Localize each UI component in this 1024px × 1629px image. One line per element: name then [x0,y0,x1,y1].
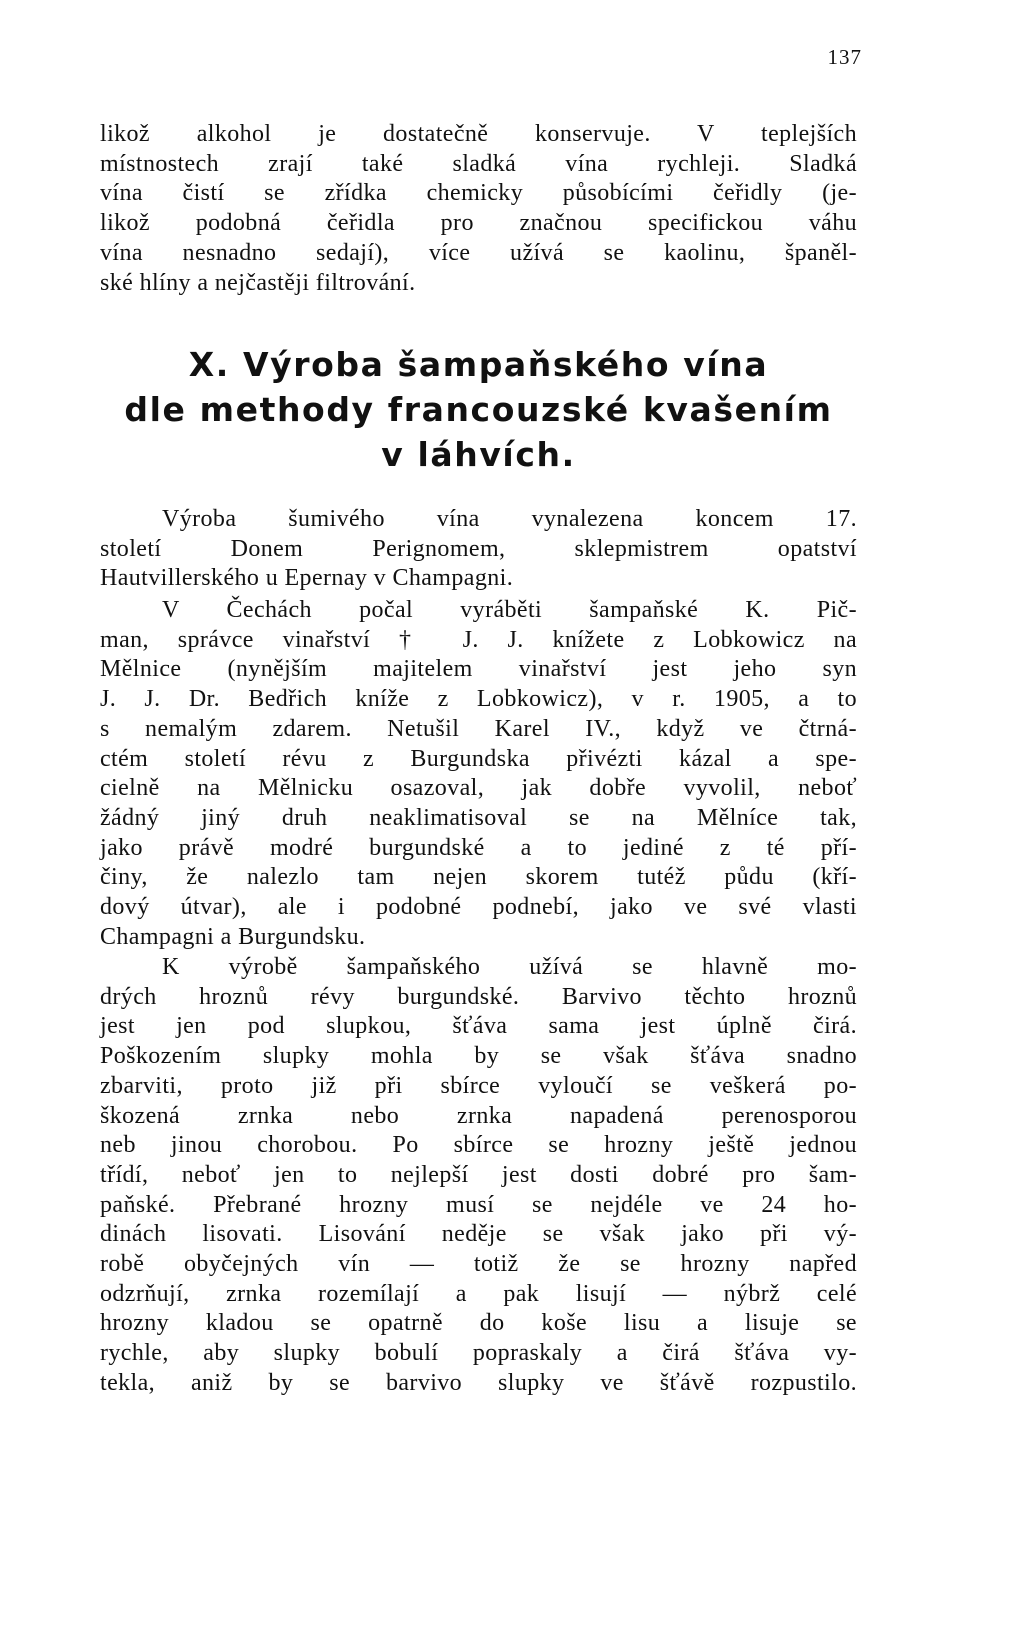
text-line: dinách lisovati. Lisování neděje se však jako při vý- [100,1221,857,1248]
text-line: Poškozením slupky mohla by se však šťáva snadno [100,1043,857,1070]
text-line: paňské. Přebrané hrozny musí se nejdéle ve 24 ho- [100,1191,857,1218]
text-line: likož alkohol je dostatečně konservuje. V teplejších [100,121,857,147]
page-number: 137 [827,45,862,69]
text-line: zbarviti, proto již při sbírce vyloučí se veškerá po- [100,1072,857,1099]
text-line: Champagni a Burgundsku. [100,923,366,950]
text-line: tekla, aniž by se barvivo slupky ve šťávě rozpustilo. [100,1369,857,1396]
text-line: Výroba šumivého vína vynalezena koncem 17. [162,506,857,532]
heading-line: v láhvích. [381,435,576,474]
text-line: dový útvar), ale i podobné podnebí, jako ve své vlasti [100,894,857,921]
text-line: neb jinou chorobou. Po sbírce se hrozny ještě jednou [100,1132,857,1159]
text-line: žádný jiný druh neaklimatisoval se na Mělníce tak, [100,804,857,831]
text-line: Hautvillerského u Epernay v Champagni. [100,565,514,592]
text-line: ské hlíny a nejčastěji filtrování. [100,269,416,296]
text-line: V Čechách počal vyráběti šampaňské K. Pič- [162,597,857,623]
text-line: činy, že nalezlo tam nejen skorem tutéž půdu (kří- [100,864,857,891]
heading-line: X. Výroba šampaňského vína [188,345,769,384]
text-line: drých hroznů révy burgundské. Barvivo těchto hroznů [100,983,857,1010]
text-line: K výrobě šampaňského užívá se hlavně mo- [162,954,857,980]
text-line: s nemalým zdarem. Netušil Karel IV., když ve čtrná- [100,715,857,742]
text-line: likož podobná čeřidla pro značnou specifickou váhu [100,210,857,237]
text-line: man, správce vinařství † J. J. knížete z Lobkowicz na [100,626,857,653]
text-line: místnostech zrají také sladká vína rychleji. Sladká [100,150,857,177]
text-line: třídí, neboť jen to nejlepší jest dosti dobré pro šam- [100,1161,857,1188]
text-line: ctém století révu z Burgundska přivézti kázal a spe- [100,745,857,772]
paragraph-1 [100,505,857,594]
text-line: jako právě modré burgundské a to jediné z té pří- [100,834,857,861]
text-line: hrozny kladou se opatrně do koše lisu a lisuje se [100,1310,857,1337]
heading-line: dle methody francouzské kvašením [124,390,833,429]
text-line: cielně na Mělnicku osazoval, jak dobře vyvolil, neboť [100,775,857,802]
paragraph-2 [100,596,857,952]
text-line: odzrňují, zrnka rozemílají a pak lisují — nýbrž celé [100,1280,857,1307]
text-line: vína nesnadno sedají), více užívá se kaolinu, španěl- [100,239,857,266]
chapter-heading [100,342,857,477]
text-line: Mělnice (nynějším majitelem vinařství jest jeho syn [100,656,857,683]
intro-paragraph [100,120,857,298]
paragraph-3 [100,953,857,1399]
text-line: škozená zrnka nebo zrnka napadená perenosporou [100,1102,857,1129]
text-line: jest jen pod slupkou, šťáva sama jest úplně čirá. [100,1013,857,1040]
text-line: století Donem Perignomem, sklepmistrem opatství [100,535,857,562]
text-line: robě obyčejných vín — totiž že se hrozny napřed [100,1251,857,1278]
text-line: J. J. Dr. Bedřich kníže z Lobkowicz), v r. 1905, a to [100,686,857,713]
text-line: vína čistí se zřídka chemicky působícími čeřidly (je- [100,180,857,207]
text-line: rychle, aby slupky bobulí popraskaly a čirá šťáva vy- [100,1340,857,1367]
